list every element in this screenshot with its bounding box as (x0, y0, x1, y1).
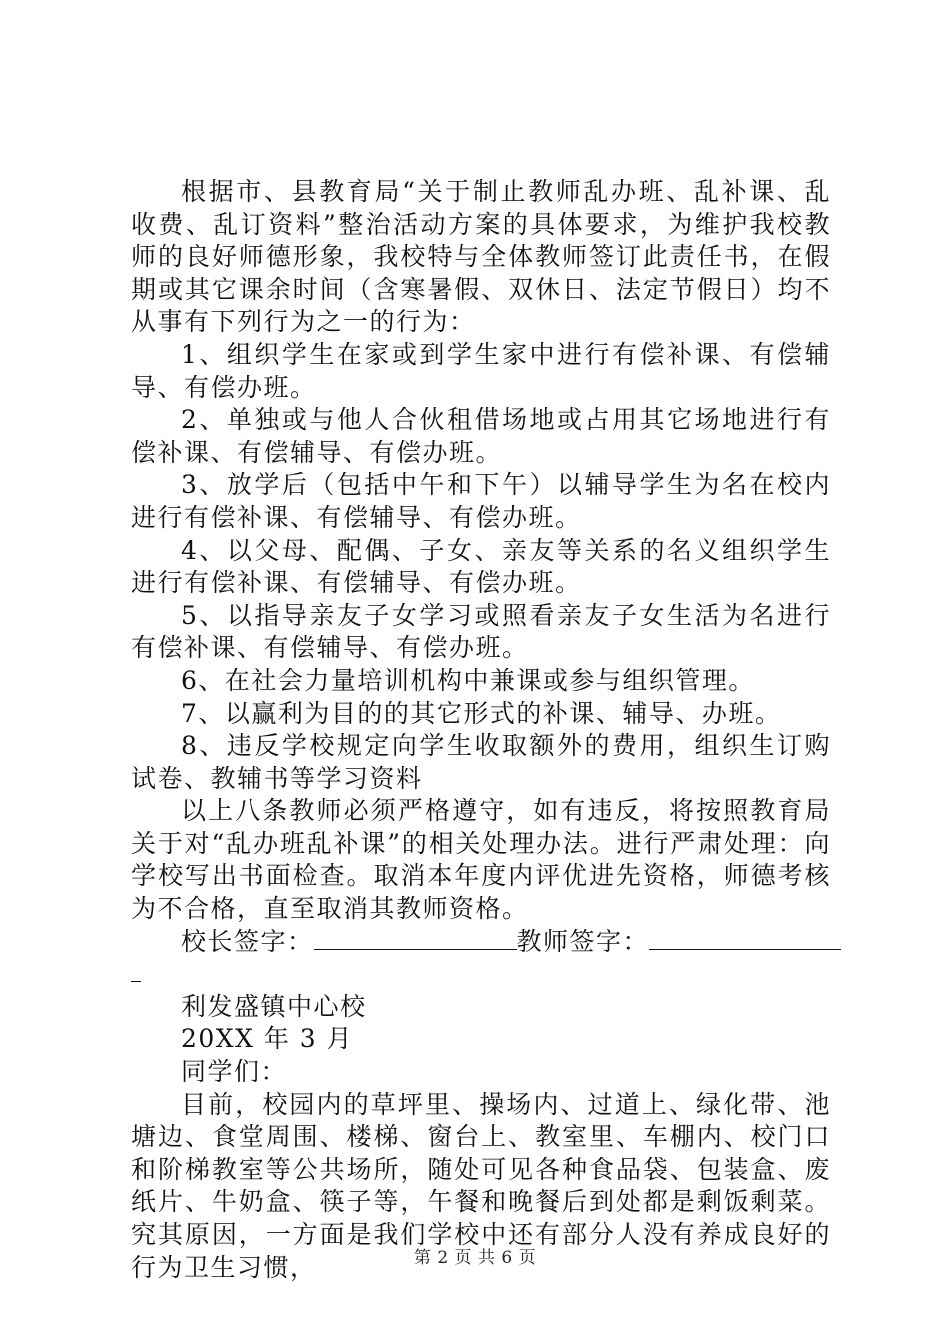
rule-item-6: 6、在社会力量培训机构中兼课或参与组织管理。 (181, 665, 755, 695)
teacher-signature-blank (649, 948, 841, 950)
signature-line (131, 926, 831, 959)
rule-item-3: 3、放学后（包括中午和下午）以辅导学生为名在校内进行有偿补课、有偿辅导、有偿办班。 (131, 470, 831, 532)
rule-item-8: 8、违反学校规定向学生收取额外的费用，组织生订购试卷、教辅书等学习资料 (131, 731, 831, 793)
second-document-paragraph: 目前，校园内的草坪里、操场内、过道上、绿化带、池塘边、食堂周围、楼梯、窗台上、教室里、车棚内、校门口和阶梯教室等公共场所，随处可见各种食品袋、包装盒、废纸片、牛奶盒、筷子等，午餐和晚餐后到处都是剩饭剩菜。究其原因，一方面是我们学校中还有部分人没有养成良好的行为卫生习惯， (131, 1089, 831, 1282)
document-date: 20XX 年 3 月 (181, 1024, 354, 1054)
page-footer: 第 2 页 共 6 页 (413, 1248, 537, 1268)
school-name: 利发盛镇中心校 (181, 991, 367, 1021)
teacher-signature-label: 教师签字： (516, 926, 650, 956)
rule-item-4: 4、以父母、配偶、子女、亲友等关系的名义组织学生进行有偿补课、有偿辅导、有偿办班。 (131, 535, 831, 598)
greeting: 同学们： (181, 1057, 288, 1087)
document-body (131, 176, 831, 1284)
signature-blank-overflow (131, 958, 831, 991)
rule-item-5: 5、以指导亲友子女学习或照看亲友子女生活为名进行有偿补课、有偿辅导、有偿办班。 (131, 600, 831, 663)
principal-signature-blank (314, 948, 517, 950)
closing-paragraph: 以上八条教师必须严格遵守，如有违反，将按照教育局关于对“乱办班乱补课”的相关处理办法。进行严肃处理：向学校写出书面检查。取消本年度内评优进先资格，师德考核为不合格，直至取消其教师资格。 (131, 796, 831, 924)
rule-item-7: 7、以赢利为目的的其它形式的补课、辅导、办班。 (181, 698, 782, 728)
rule-item-1: 1、组织学生在家或到学生家中进行有偿补课、有偿辅导、有偿办班。 (131, 339, 831, 402)
principal-signature-label: 校长签字： (181, 926, 314, 956)
signature-blank-tail (131, 980, 141, 982)
rule-item-2: 2、单独或与他人合伙租借场地或占用其它场地进行有偿补课、有偿辅导、有偿办班。 (131, 405, 831, 467)
intro-paragraph: 根据市、县教育局“关于制止教师乱办班、乱补课、乱收费、乱订资料”整治活动方案的具体要求，为维护我校教师的良好师德形象，我校特与全体教师签订此责任书，在假期或其它课余时间（含寒暑假、双休日、法定节假日）均不从事有下列行为之一的行为： (131, 177, 831, 337)
